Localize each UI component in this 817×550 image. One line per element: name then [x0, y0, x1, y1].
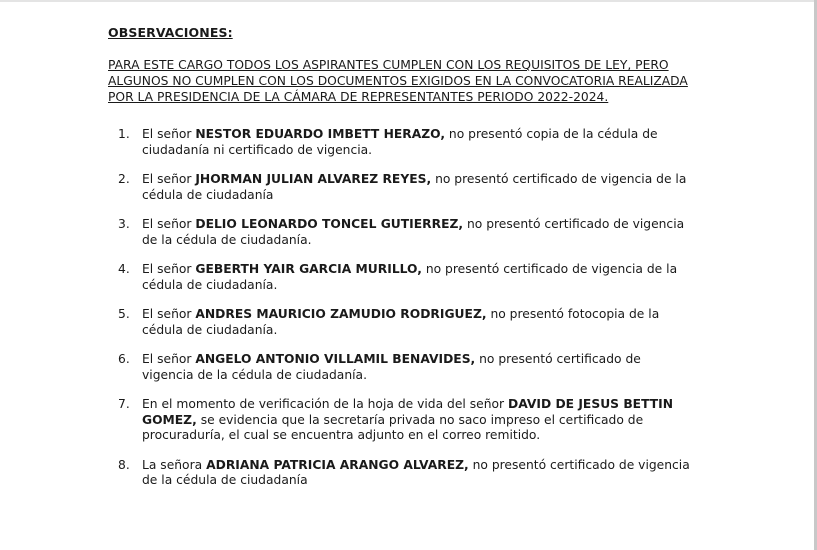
item-number: 5. — [118, 307, 130, 321]
item-number: 4. — [118, 262, 130, 276]
document-body — [108, 25, 700, 105]
person-name: GEBERTH YAIR GARCIA MURILLO, — [195, 262, 422, 276]
list-item — [116, 127, 696, 158]
list-item — [116, 172, 696, 203]
item-number: 1. — [118, 127, 130, 141]
list-item — [116, 262, 696, 293]
item-prefix: El señor — [142, 172, 196, 186]
item-text: no presentó certificado de vigencia de la cédula de ciudadanía — [142, 457, 690, 487]
person-name: DAVID DE JESUS BETTIN GOMEZ, — [142, 397, 674, 427]
item-prefix: La señora — [142, 457, 207, 472]
page-top-edge — [0, 0, 817, 2]
intro-paragraph — [108, 57, 700, 105]
list-item — [116, 352, 696, 383]
person-name: ADRIANA PATRICIA ARANGO ALVAREZ, — [206, 457, 469, 472]
list-item — [116, 307, 696, 338]
item-prefix: El señor — [142, 217, 196, 231]
person-name: ANGELO ANTONIO VILLAMIL BENAVIDES, — [195, 352, 476, 366]
observations-list — [116, 127, 696, 503]
item-prefix: El señor — [142, 352, 196, 366]
item-text: no presentó copia de la cédula de ciudadanía ni certificado de vigencia. — [142, 127, 658, 157]
person-name: NESTOR EDUARDO IMBETT HERAZO, — [195, 127, 446, 141]
item-prefix: En el momento de verificación de la hoja de vida del señor — [142, 397, 508, 411]
intro-line: POR LA PRESIDENCIA DE LA CÁMARA DE REPRESENTANTES PERIODO 2022-2024. — [108, 90, 609, 104]
item-number: 2. — [118, 172, 130, 186]
list-item — [116, 397, 696, 444]
item-text: no presentó certificado de vigencia de la cédula de ciudadanía. — [142, 262, 678, 292]
item-prefix: El señor — [142, 127, 196, 141]
item-number: 8. — [118, 457, 130, 472]
item-text: no presentó certificado de vigencia de la cédula de ciudadanía. — [142, 352, 641, 382]
item-text: no presentó fotocopia de la cédula de ciudadanía. — [142, 307, 660, 337]
item-number: 3. — [118, 217, 130, 231]
observations-heading: OBSERVACIONES: — [108, 25, 233, 40]
item-text: se evidencia que la secretaría privada no saco impreso el certificado de procuraduría, el cual se encuentra adjunto en el correo remitido. — [142, 412, 644, 442]
list-item — [116, 458, 696, 489]
intro-line: PARA ESTE CARGO TODOS LOS ASPIRANTES CUMPLEN CON LOS REQUISITOS DE LEY, PERO — [108, 58, 669, 72]
item-prefix: El señor — [142, 307, 196, 321]
person-name: JHORMAN JULIAN ALVAREZ REYES, — [195, 172, 432, 186]
item-number: 7. — [118, 397, 130, 411]
item-text: no presentó certificado de vigencia de la cédula de ciudadanía. — [142, 217, 685, 247]
person-name: DELIO LEONARDO TONCEL GUTIERREZ, — [195, 217, 464, 231]
intro-line: ALGUNOS NO CUMPLEN CON LOS DOCUMENTOS EXIGIDOS EN LA CONVOCATORIA REALIZADA — [108, 74, 688, 88]
item-prefix: El señor — [142, 262, 196, 276]
person-name: ANDRES MAURICIO ZAMUDIO RODRIGUEZ, — [195, 307, 487, 321]
item-number: 6. — [118, 352, 130, 366]
item-text: no presentó certificado de vigencia de la cédula de ciudadanía — [142, 172, 687, 202]
list-item — [116, 217, 696, 248]
